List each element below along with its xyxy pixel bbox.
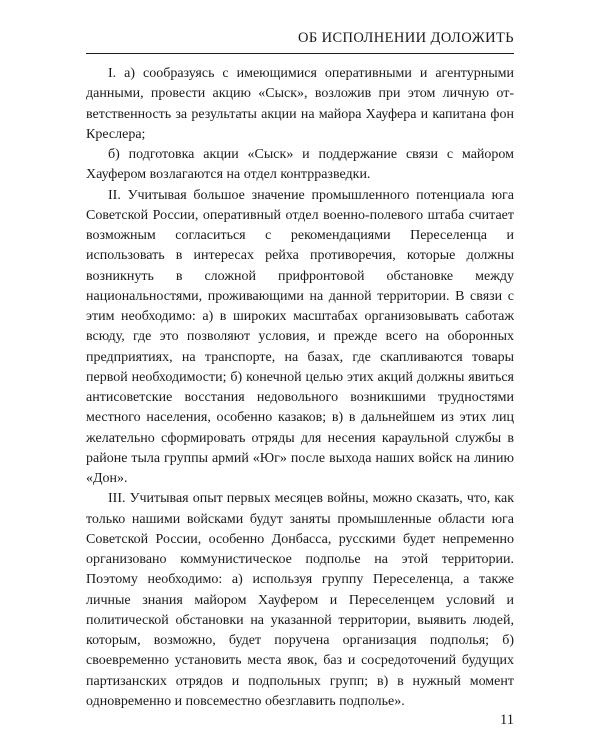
paragraph-section-1b: б) подготовка акции «Сыск» и поддержание связи с майором Хауфером возлагаются на отдел контрразведки. (86, 147, 514, 183)
page-number: 11 (500, 712, 514, 728)
running-head: ОБ ИСПОЛНЕНИИ ДОЛОЖИТЬ (86, 30, 514, 54)
paragraph-section-1a: I. а) сообразуясь с имеющимися оперативными и агентурными данными, провести акцию «Сыск», возложив при этом личную ответственность за результаты акции на майора Хауфера и капитана фон Креслера; (86, 66, 514, 142)
paragraph-section-3: III. Учитывая опыт первых месяцев войны, можно сказать, что, как только нашими войсками будут заняты промышленные области юга Советской России, особенно Донбасса, русскими будет непременно организовано коммунистическое подполье на этой территории. Поэтому необходимо: а) используя группу Переселенца, а также личные знания майором Хауфером и Переселенцем условий и политической обстановки на указанной территории, выявить людей, которым, возможно, будет поручена организация подполья; б) своевременно установить места явок, баз и сосредоточений будущих партизанских отрядов и подпольных групп; в) в нужный момент одновременно и повсеместно обезглавить подполье». (86, 491, 514, 709)
paragraph-section-2: II. Учитывая большое значение промышленного потенциала юга Советской России, оперативный отдел военно-полевого штаба считает возможным согласиться с рекомендациями Переселенца и использовать в интересах рейха противоречия, которые должны возникнуть в сложной прифронтовой обстановке между национальностями, проживающими на данной территории. В связи с этим необходимо: а) в широких масштабах организовывать саботаж всюду, где это позволяют условия, и прежде всего на оборонных предприятиях, на транспорте, на базах, где скапливаются товары первой необходимости; б) конечной целью этих акций должны явиться антисоветские восстания недовольного возникшими трудностями местного населения, особенно казаков; в) в дальнейшем из этих лиц желательно сформировать отряды для несения караульной службы в районе тыла группы армий «Юг» после выхода наших войск на линию «Дон». (86, 187, 514, 486)
body-text (86, 64, 514, 712)
